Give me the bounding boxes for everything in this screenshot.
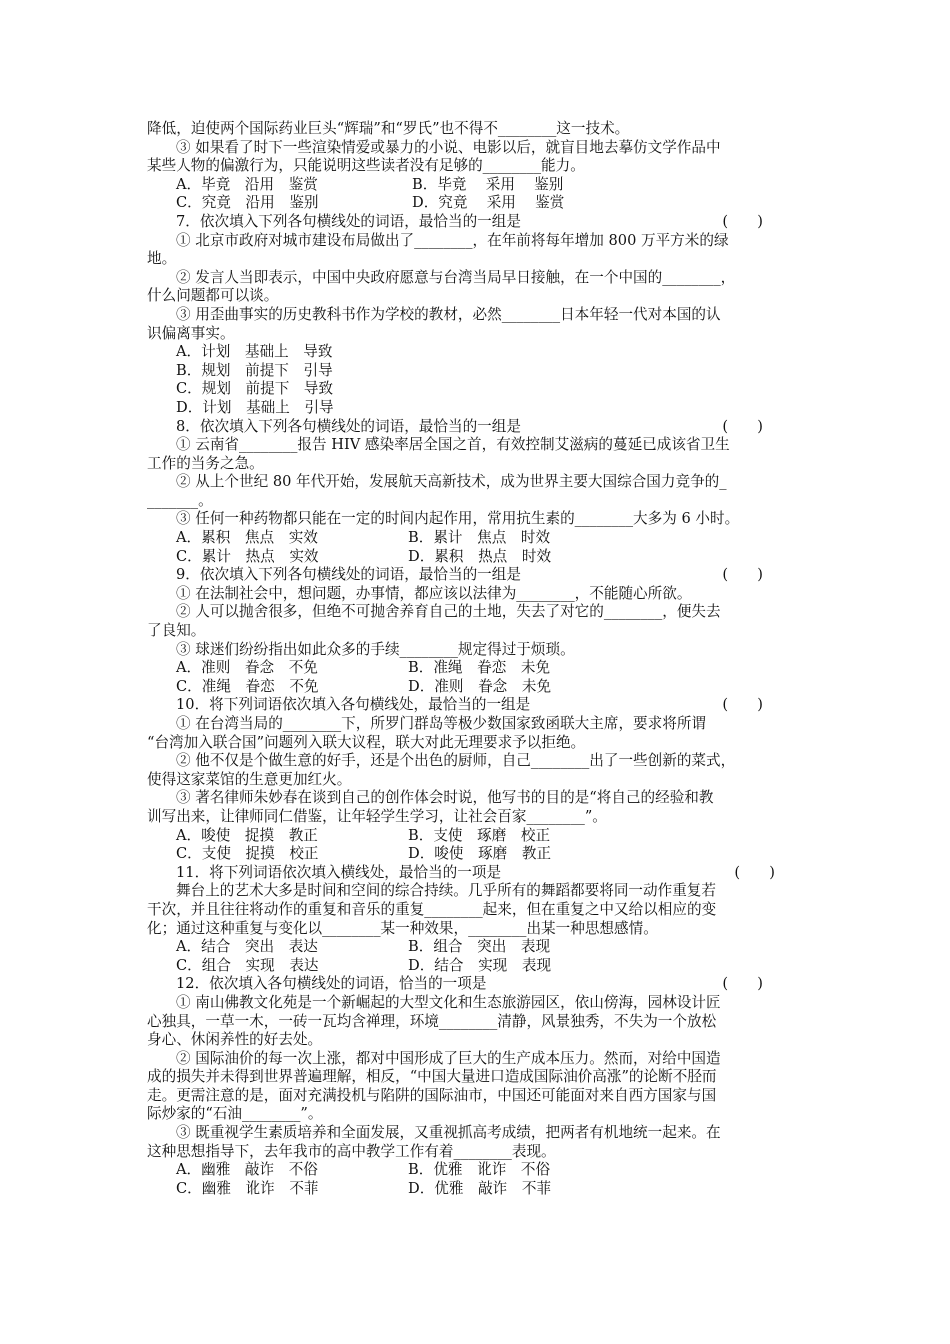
text-line: 这种思想指导下，去年我市的高中教学工作有着________表现。 [147,1142,556,1160]
option: A．幽雅 敲诈 不俗 [176,1161,318,1179]
option: A．准则 眷念 不免 [176,659,318,677]
text-line: ② 国际油价的每一次上涨，都对中国形成了巨大的生产成本压力。然而，对给中国造 [176,1049,721,1067]
text-line: 什么问题都可以谈。 [147,287,279,305]
options-row [147,659,815,678]
text-line: 训写出来，让律师同仁借鉴，让年轻学生学习，让社会百家________”。 [147,807,607,825]
option: B．组合 突出 表现 [408,938,551,956]
option: D．计划 基础上 引导 [176,398,334,416]
text-line: 了良知。 [147,622,206,640]
option: D．唆使 琢磨 教正 [408,845,552,863]
text-line: 工作的当务之急。 [147,454,264,472]
option: D．累积 热点 时效 [408,547,552,565]
question-10-heading [147,696,815,715]
option: A．计划 基础上 导致 [176,343,333,361]
question-stem: 8．依次填入下列各句横线处的词语，最恰当的一组是 [176,417,521,435]
text-line: ② 人可以抛舍很多，但绝不可抛舍养育自己的土地，失去了对它的________，便失去 [176,603,721,621]
text-line: _______。 [147,491,213,509]
text-line: 走。更需注意的是，面对充满投机与陷阱的国际油市，中国还可能面对来自西方国家与国 [147,1086,717,1104]
option: A．累积 焦点 实效 [176,529,318,547]
options-row [147,1180,815,1199]
question-12-heading [147,975,815,994]
option: D．结合 实现 表现 [408,956,552,974]
question-7-heading [147,213,815,232]
text-line: ③ 用歪曲事实的历史教科书作为学校的教材，必然________日本年轻一代对本国的认 [176,305,721,323]
option: C．究竟 沿用 鉴别 [176,194,319,212]
text-line: ① 云南省________报告 HIV 感染率居全国之首，有效控制艾滋病的蔓延已成该省卫生 [176,436,730,454]
question-stem: 10．将下列词语依次填入各句横线处，最恰当的一组是 [176,696,531,714]
text-line: 舞台上的艺术大多是时间和空间的综合持续。几乎所有的舞蹈都要将同一动作重复若 [176,882,716,900]
answer-paren: ( ) [722,212,763,230]
option: A．毕竟 沿用 鉴赏 [176,175,318,193]
options-row [147,957,815,976]
option: C．组合 实现 表达 [176,956,319,974]
text-line: ② 他不仅是个做生意的好手，还是个出色的厨师，自己________出了一些创新的菜式， [176,752,736,770]
options-row [147,1161,815,1180]
question-stem: 9．依次填入下列各句横线处的词语，最恰当的一组是 [176,566,521,584]
answer-paren: ( ) [734,863,775,881]
text-line: ③ 任何一种药物都只能在一定的时间内起作用，常用抗生素的________大多为 6 小时。 [176,510,740,528]
option: C．累计 热点 实效 [176,547,319,565]
option: B．规划 前提下 引导 [176,361,333,379]
text-line: 地。 [147,250,177,268]
text-line: ① 南山佛教文化苑是一个新崛起的大型文化和生态旅游园区，依山傍海，园林设计匠 [176,993,721,1011]
question-11-heading [147,864,815,883]
text-line: 降低，迫使两个国际药业巨头“辉瑞”和“罗氏”也不得不________这一技术。 [147,120,630,137]
options-row [147,845,815,864]
options-row [147,548,815,567]
option: B．累计 焦点 时效 [408,529,551,547]
option: B．毕竟 采用 鉴别 [412,175,564,193]
text-line: ② 发言人当即表示，中国中央政府愿意与台湾当局早日接触，在一个中国的________， [176,268,736,286]
text-line: 身心、休闲养性的好去处。 [147,1031,323,1049]
text-line: ③ 著名律师朱妙春在谈到自己的创作体会时说，他写书的目的是“将自己的经验和教 [176,789,714,807]
answer-paren: ( ) [722,417,763,435]
question-stem: 11．将下列词语依次填入横线处，最恰当的一项是 [176,863,502,881]
question-stem: 12．依次填入各句横线处的词语，恰当的一项是 [176,975,487,993]
text-line: ③ 如果看了时下一些渲染情爱或暴力的小说、电影以后，就盲目地去摹仿文学作品中 [176,138,721,156]
option: D．准则 眷念 未免 [408,677,552,695]
text-line: 使得这家菜馆的生意更加红火。 [147,770,352,788]
question-8-heading [147,418,815,437]
option: D．优雅 敲诈 不菲 [408,1179,552,1197]
answer-paren: ( ) [722,566,763,584]
option: C．准绳 眷恋 不免 [176,677,319,695]
question-9-heading [147,566,815,585]
option: C．幽雅 讹诈 不菲 [176,1179,319,1197]
answer-paren: ( ) [722,696,763,714]
question-stem: 7．依次填入下列各句横线处的词语，最恰当的一组是 [176,212,521,230]
answer-paren: ( ) [722,975,763,993]
option: D．究竟 采用 鉴赏 [412,194,565,212]
option: B．优雅 讹诈 不俗 [408,1161,551,1179]
text-line: 化；通过这种重复与变化以________某一种效果，________出某一种思想感情。 [147,919,658,937]
options-row [147,529,815,548]
text-line: ③ 既重视学生素质培养和全面发展，又重视抓高考成绩，把两者有机地统一起来。在 [176,1124,721,1142]
option: C．规划 前提下 导致 [176,380,334,398]
text-line: 干次，并且往往将动作的重复和音乐的重复________起来，但在重复之中又给以相应的变 [147,900,717,918]
text-line: ② 从上个世纪 80 年代开始，发展航天高新技术，成为世界主要大国综合国力竞争的_ [176,473,727,491]
text-line: “台湾加入联合国”问题列入联大议程，联大对此无理要求予以拒绝。 [147,733,586,751]
options-row [147,938,815,957]
options-row [147,194,815,213]
text-line: ① 在台湾当局的________下，所罗门群岛等极少数国家致函联大主席，要求将所谓 [176,715,707,732]
text-line: ③ 球迷们纷纷指出如此众多的手续________规定得过于烦琐。 [176,640,575,658]
text-line: 某些人物的偏激行为，只能说明这些读者没有足够的________能力。 [147,157,585,175]
text-line: ① 在法制社会中，想问题，办事情，都应该以法律为________，不能随心所欲。 [176,584,692,602]
text-line: 心独具，一草一木，一砖一瓦均含禅理，环境________清静，风景独秀，不失为一个放松 [147,1012,717,1030]
options-row [147,678,815,697]
text-line: 际炒家的“石油________”。 [147,1105,323,1123]
option: B．准绳 眷恋 未免 [408,659,551,677]
options-row [147,176,815,195]
exam-page [147,120,815,1198]
option: A．结合 突出 表达 [176,938,318,956]
options-row [147,827,815,846]
option: C．支使 捉摸 校正 [176,845,319,863]
option: B．支使 琢磨 校正 [408,826,551,844]
text-line: 识偏离事实。 [147,324,235,342]
text-line: ① 北京市政府对城市建设布局做出了________，在年前将每年增加 800 万平方米的绿 [176,231,729,249]
text-line: 成的损失并未得到世界普遍理解，相反，“中国大量进口造成国际油价高涨”的论断不胫而 [147,1068,717,1086]
option: A．唆使 捉摸 教正 [176,826,318,844]
